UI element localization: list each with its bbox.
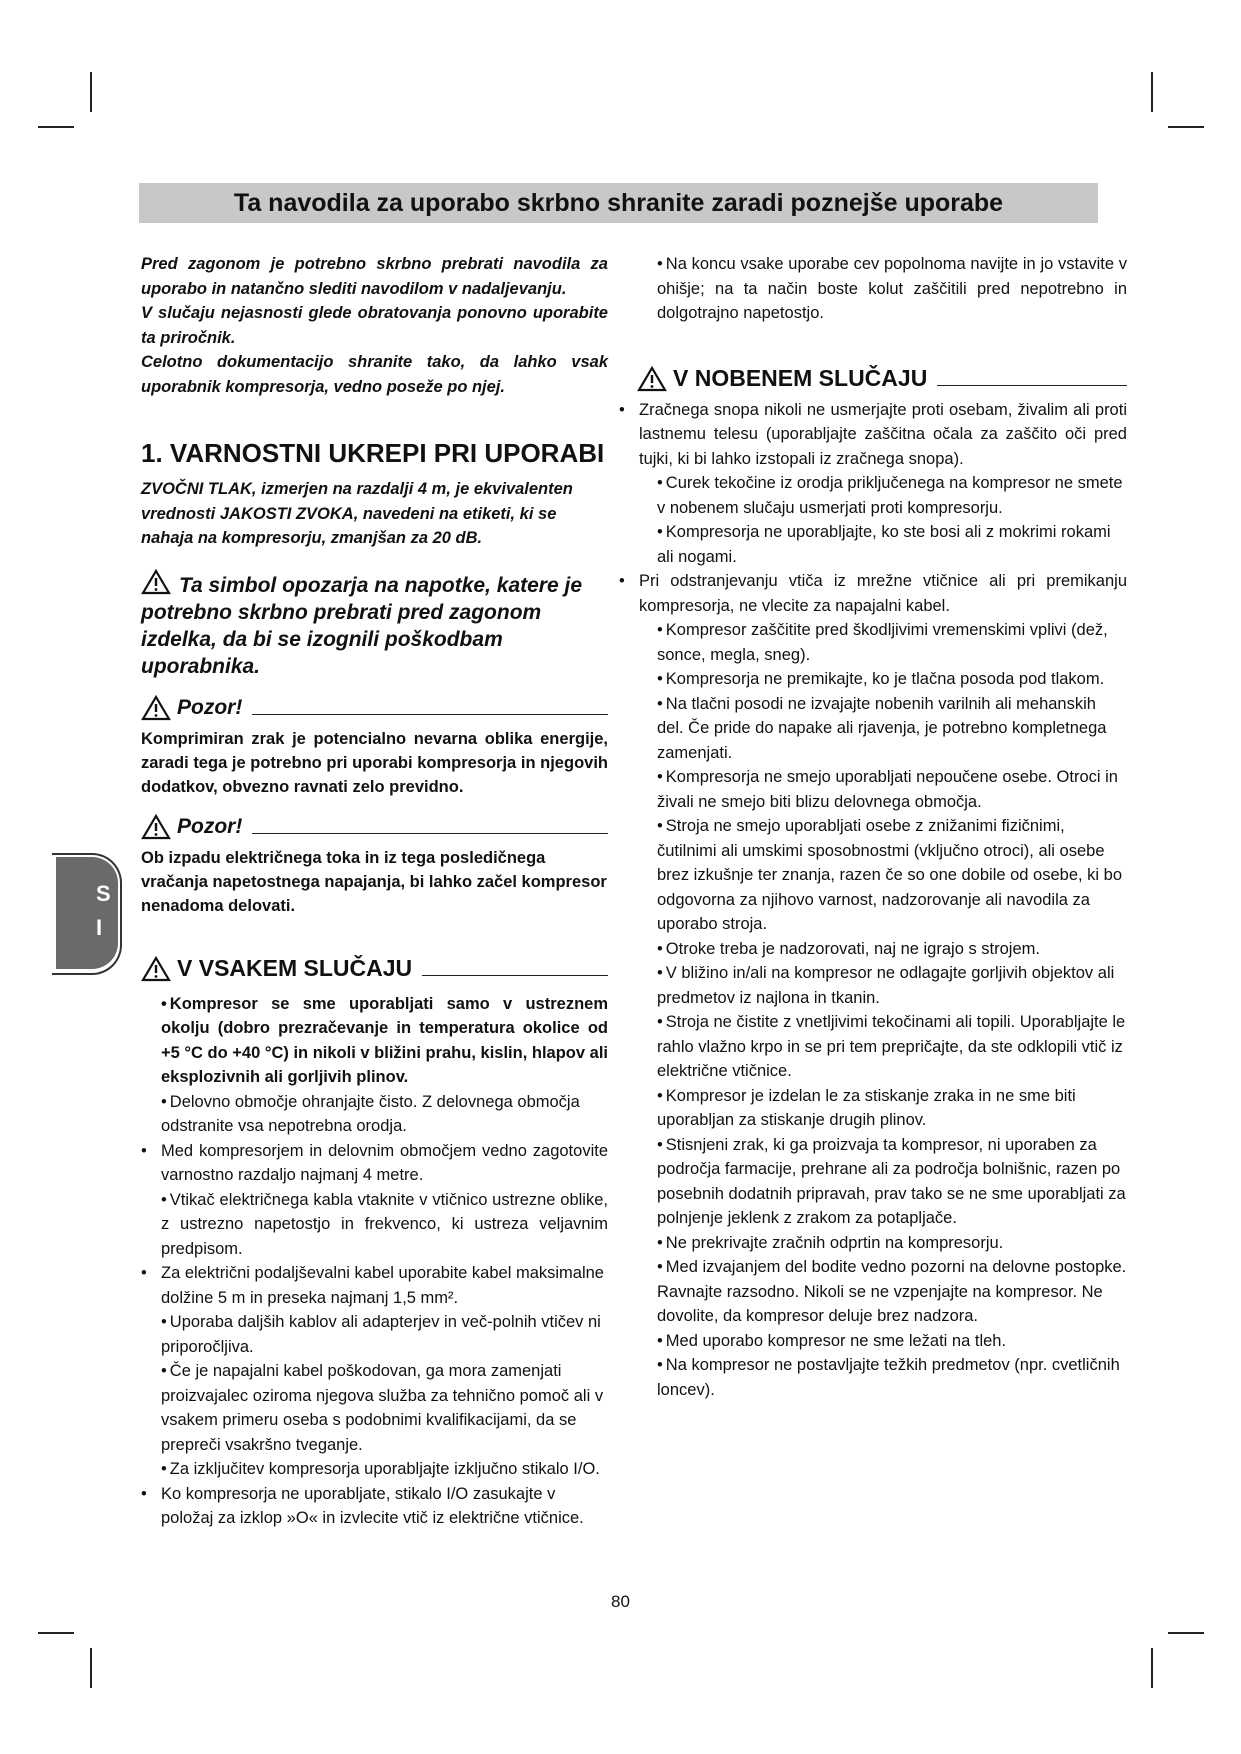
crop-mark xyxy=(1151,1648,1153,1688)
list-item: • Ne prekrivajte zračnih odprtin na kompresorju. xyxy=(657,1233,1004,1252)
warning-triangle-icon xyxy=(141,569,171,595)
page-number: 80 xyxy=(611,1592,630,1611)
list-item: • Če je napajalni kabel poškodovan, ga mora zamenjati proizvajalec oziroma njegova služba za tehnično pomoč ali v vsakem primeru oseba s podobnimi kvalifikacijami, da se prepreči vsakršno tveganje. xyxy=(161,1362,604,1454)
list-item: • Kompresor je izdelan le za stiskanje zraka in ne sme biti uporabljan za stiskanje drugih plinov. xyxy=(657,1086,1076,1129)
list-item: • Uporaba daljših kablov ali adapterjev in več-polnih vtičev ni priporočljiva. xyxy=(161,1313,601,1356)
warning-text-2: Ob izpadu električnega toka in iz tega posledičnega vračanja napetostnega napajanja, bi lahko začel kompresor nenadoma delovati. xyxy=(141,848,607,915)
never-heading xyxy=(637,364,1127,392)
language-tab-line1: S xyxy=(96,881,111,906)
intro-paragraph-3: Celotno dokumentacijo shranite tako, da lahko vsak uporabnik kompresorja, vedno poseže po njej. xyxy=(141,353,608,396)
list-item: • Za izključitev kompresorja uporabljajte izključno stikalo I/O. xyxy=(161,1460,600,1478)
crop-mark xyxy=(38,126,74,128)
header-title: Ta navodila za uporabo skrbno shranite zaradi poznejše uporabe xyxy=(233,189,1004,217)
warning-heading-2 xyxy=(141,813,608,840)
crop-mark xyxy=(38,1632,74,1634)
list-item: • Na tlačni posodi ne izvajajte nobenih varilnih ali mehanskih del. Če pride do napake ali rjavenja, je potrebno kompletnega zamenjati. xyxy=(657,694,1107,762)
language-tab xyxy=(56,857,118,969)
warning-triangle-icon xyxy=(141,695,171,721)
crop-mark xyxy=(90,1648,92,1688)
list-item: • Zračnega snopa nikoli ne usmerjajte proti osebam, živalim ali proti lastnemu telesu (uporabljajte zaščitna očala za zaščito oči pred tujki, ki bi lahko izstopali iz zračnega snopa). xyxy=(619,398,1127,472)
heading-rule xyxy=(937,385,1127,386)
heading-rule xyxy=(252,833,608,834)
list-item: • Ko kompresorja ne uporabljate, stikalo I/O zasukajte v položaj za izklop »O« in izvlecite vtič iz električne vtičnice. xyxy=(141,1482,608,1531)
list-item: • Otroke treba je nadzorovati, naj ne igrajo s strojem. xyxy=(657,939,1040,958)
list-item: • Stroja ne smejo uporabljati osebe z znižanimi fizičnimi, čutilnimi ali umskimi sposobnostmi (vključno otroci), ali osebe brez izkušnje ter znanja, razen če so one dobile od osebe, ki bo odgovorna za njihovo varnost, nadzorovanje ali navodila za uporabo stroja. xyxy=(657,817,1123,933)
list-item: • Kompresorja ne smejo uporabljati nepoučene osebe. Otroci in živali ne smejo biti blizu delovnega območja. xyxy=(657,768,1118,811)
list-item: • Za električni podaljševalni kabel uporabite kabel maksimalne dolžine 5 m in preseka najmanj 1,5 mm². xyxy=(141,1261,608,1310)
always-list xyxy=(141,992,608,1531)
crop-mark xyxy=(90,72,92,112)
warning-label-2: Pozor! xyxy=(177,814,243,838)
never-list xyxy=(619,398,1127,1403)
sound-pressure-note: ZVOČNI TLAK, izmerjen na razdalji 4 m, je ekvivalenten vrednosti JAKOSTI ZVOKA, navedeni na etiketi, ki se nahaja na kompresorju, zmanjšan za 20 dB. xyxy=(141,480,573,547)
symbol-note xyxy=(141,569,608,680)
list-item: • Stroja ne čistite z vnetljivimi tekočinami ali topili. Uporabljajte le rahlo vlažno krpo in se pri tem prepričajte, da ste odklopili vtič iz električne vtičnice. xyxy=(657,1013,1126,1080)
always-title: V VSAKEM SLUČAJU xyxy=(177,954,413,981)
list-item: • Curek tekočine iz orodja priključenega na kompresor ne smete v nobenem slučaju usmerjati proti kompresorju. xyxy=(657,474,1123,517)
always-heading xyxy=(141,954,608,982)
warning-heading-1 xyxy=(141,694,608,721)
list-item: • Na koncu vsake uporabe cev popolnoma navijte in jo vstavite v ohišje; na ta način boste kolut zaščitili pred nepotrebno in dolgotrajno napetostjo. xyxy=(657,255,1127,322)
list-item: • Kompresor se sme uporabljati samo v ustreznem okolju (dobro prezračevanje in temperatura okolice od +5 °C do +40 °C) in nikoli v bližini prahu, kislin, hlapov ali eksplozivnih ali gorljivih plinov. xyxy=(161,994,608,1086)
warning-triangle-icon xyxy=(141,956,171,982)
list-item: • Med uporabo kompresor ne sme ležati na tleh. xyxy=(657,1331,1007,1350)
list-item: • Delovno območje ohranjajte čisto. Z delovnega območja odstranite vsa nepotrebna orodja. xyxy=(161,1092,580,1135)
list-item: • Kompresorja ne premikajte, ko je tlačna posoda pod tlakom. xyxy=(657,670,1105,688)
list-item: • Med kompresorjem in delovnim območjem vedno zagotovite varnostno razdaljo najmanj 4 metre. xyxy=(141,1139,608,1188)
heading-rule xyxy=(422,975,608,976)
list-item: • Stisnjeni zrak, ki ga proizvaja ta kompresor, ni uporaben za področja farmacije, prehrane ali za področja bolnišnic, razen po posebnih dodatnih pripravah, prav tako se ne sme uporabljati za polnjenje jeklenk z zrakom za potapljače. xyxy=(657,1135,1126,1227)
intro-paragraph-2: V slučaju nejasnosti glede obratovanja ponovno uporabite ta priročnik. xyxy=(141,304,608,347)
list-item: • Na kompresor ne postavljajte težkih predmetov (npr. cvetličnih loncev). xyxy=(657,1356,1120,1399)
never-title: V NOBENEM SLUČAJU xyxy=(673,364,928,391)
left-column xyxy=(141,252,608,1531)
warning-label-1: Pozor! xyxy=(177,695,243,719)
intro-paragraph-1: Pred zagonom je potrebno skrbno prebrati navodila za uporabo in natančno slediti navodilom v nadaljevanju. xyxy=(141,255,608,298)
section-title: 1. VARNOSTNI UKREPI PRI UPORABI xyxy=(141,438,605,468)
list-item: • Kompresorja ne uporabljajte, ko ste bosi ali z mokrimi rokami ali nogami. xyxy=(657,523,1111,566)
header-banner xyxy=(139,183,1098,223)
heading-rule xyxy=(252,714,608,715)
warning-triangle-icon xyxy=(141,814,171,840)
crop-mark xyxy=(1168,1632,1204,1634)
right-column xyxy=(637,252,1127,1402)
crop-mark xyxy=(1151,72,1153,112)
list-item: • Vtikač električnega kabla vtaknite v vtičnico ustrezne oblike, z ustrezno napetostjo in frekvenco, ki ustreza veljavnim predpisom. xyxy=(161,1190,608,1258)
crop-mark xyxy=(1168,126,1204,128)
language-tab-line2: I xyxy=(96,915,103,940)
warning-triangle-icon xyxy=(637,366,667,392)
warning-text-1: Komprimiran zrak je potencialno nevarna oblika energije, zaradi tega je potrebno pri uporabi kompresorja in njegovih dodatkov, obvezno ravnati zelo previdno. xyxy=(141,729,608,796)
list-item: • Pri odstranjevanju vtiča iz mrežne vtičnice ali pri premikanju kompresorja, ne vlecite za napajalni kabel. xyxy=(619,569,1127,618)
list-item: • Kompresor zaščitite pred škodljivimi vremenskimi vplivi (dež, sonce, megla, sneg). xyxy=(657,621,1108,664)
list-item: • V bližino in/ali na kompresor ne odlagajte gorljivih objektov ali predmetov iz najlona in tkanin. xyxy=(657,964,1115,1007)
symbol-note-text: Ta simbol opozarja na napotke, katere je potrebno skrbno prebrati pred zagonom izdelka, da bi se izognili poškodbam uporabnika. xyxy=(141,573,583,678)
list-item: • Med izvajanjem del bodite vedno pozorni na delovne postopke. Ravnajte razsodno. Nikoli se ne vzpenjajte na kompresor. Ne dovolite, da kompresor deluje brez nadzora. xyxy=(657,1258,1127,1325)
